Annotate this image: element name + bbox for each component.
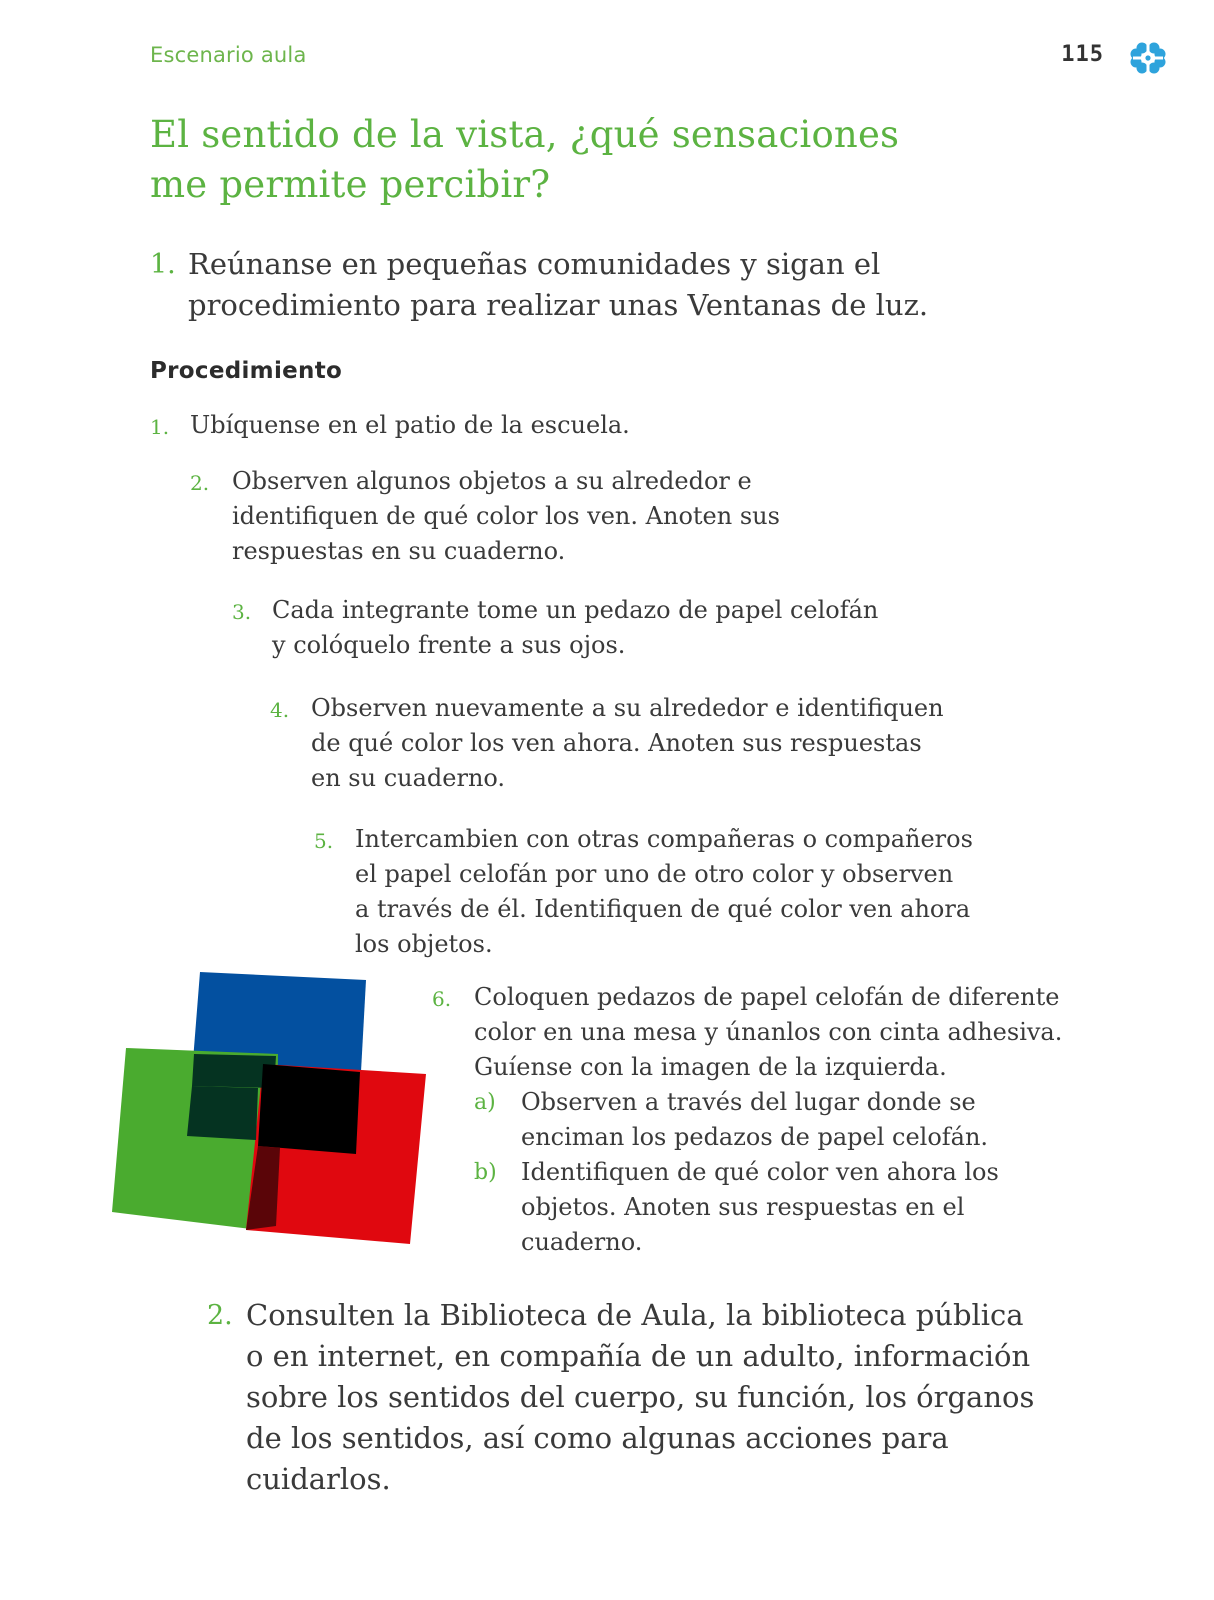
step-line: de qué color los ven ahora. Anoten sus respuestas	[311, 729, 922, 757]
title-line: me permite percibir?	[150, 163, 551, 206]
step-line: Cada integrante tome un pedazo de papel celofán	[272, 596, 879, 624]
sub-item-line: enciman los pedazos de papel celofán.	[521, 1123, 989, 1151]
sub-item	[474, 1085, 1062, 1155]
activity-line: cuidarlos.	[246, 1462, 391, 1496]
step-number: 5.	[314, 829, 334, 853]
activity-line: Consulten la Biblioteca de Aula, la biblioteca pública	[246, 1298, 1024, 1332]
procedure-step	[232, 593, 878, 663]
cellophane-overlap-illustration	[108, 968, 432, 1250]
step-line: y colóquelo frente a sus ojos.	[272, 631, 626, 659]
page-number: 115	[1061, 42, 1104, 67]
step-line: respuestas en su cuaderno.	[232, 537, 566, 565]
procedure-step	[150, 408, 630, 443]
activity-line: Reúnanse en pequeñas comunidades y sigan el	[188, 247, 881, 281]
blue-green-overlap	[187, 1086, 258, 1140]
activity-number: 2.	[207, 1300, 233, 1331]
step-line: Intercambien con otras compañeras o compañeros	[355, 825, 973, 853]
step-number: 4.	[270, 698, 290, 722]
activity-1	[150, 244, 928, 326]
activity-line: procedimiento para realizar unas Ventanas de luz.	[188, 288, 929, 322]
step-line: Ubíquense en el patio de la escuela.	[190, 411, 630, 439]
activity-line: de los sentidos, así como algunas acciones para	[246, 1421, 949, 1455]
sub-item-letter: b)	[474, 1160, 497, 1185]
step-line: Observen nuevamente a su alrededor e identifiquen	[311, 694, 944, 722]
page-title	[150, 110, 899, 210]
title-line: El sentido de la vista, ¿qué sensaciones	[150, 113, 900, 156]
sub-item-letter: a)	[474, 1090, 496, 1115]
activity-2	[207, 1295, 1034, 1500]
step-line: en su cuaderno.	[311, 764, 506, 792]
step-number: 1.	[150, 415, 170, 439]
step-line: a través de él. Identifiquen de qué color ven ahora	[355, 895, 971, 923]
activity-number: 1.	[150, 249, 176, 280]
step-line: el papel celofán por uno de otro color y observen	[355, 860, 954, 888]
procedure-heading: Procedimiento	[150, 358, 343, 384]
procedure-step	[314, 822, 973, 962]
section-label: Escenario aula	[150, 43, 307, 67]
step-line: los objetos.	[355, 930, 493, 958]
step-line: Guíense con la imagen de la izquierda.	[474, 1053, 947, 1081]
activity-line: o en internet, en compañía de un adulto, información	[246, 1339, 1031, 1373]
procedure-step	[432, 980, 1062, 1260]
sub-item	[474, 1155, 1062, 1260]
clover-pattern-icon	[1130, 40, 1166, 76]
sub-item-line: Identifiquen de qué color ven ahora los	[521, 1158, 999, 1186]
blue-red-overlap	[258, 1064, 360, 1154]
step-line: Observen algunos objetos a su alrededor e	[232, 467, 752, 495]
step-number: 6.	[432, 987, 452, 1011]
step-number: 3.	[232, 600, 252, 624]
procedure-step	[270, 691, 944, 796]
sub-item-line: cuaderno.	[521, 1228, 643, 1256]
step-number: 2.	[190, 471, 210, 495]
step-line: identifiquen de qué color los ven. Anoten sus	[232, 502, 780, 530]
step-line: color en una mesa y únanlos con cinta adhesiva.	[474, 1018, 1063, 1046]
sub-item-line: objetos. Anoten sus respuestas en el	[521, 1193, 965, 1221]
step-line: Coloquen pedazos de papel celofán de diferente	[474, 983, 1060, 1011]
activity-line: sobre los sentidos del cuerpo, su función, los órganos	[246, 1380, 1035, 1414]
procedure-step	[190, 464, 780, 569]
sub-item-line: Observen a través del lugar donde se	[521, 1088, 976, 1116]
